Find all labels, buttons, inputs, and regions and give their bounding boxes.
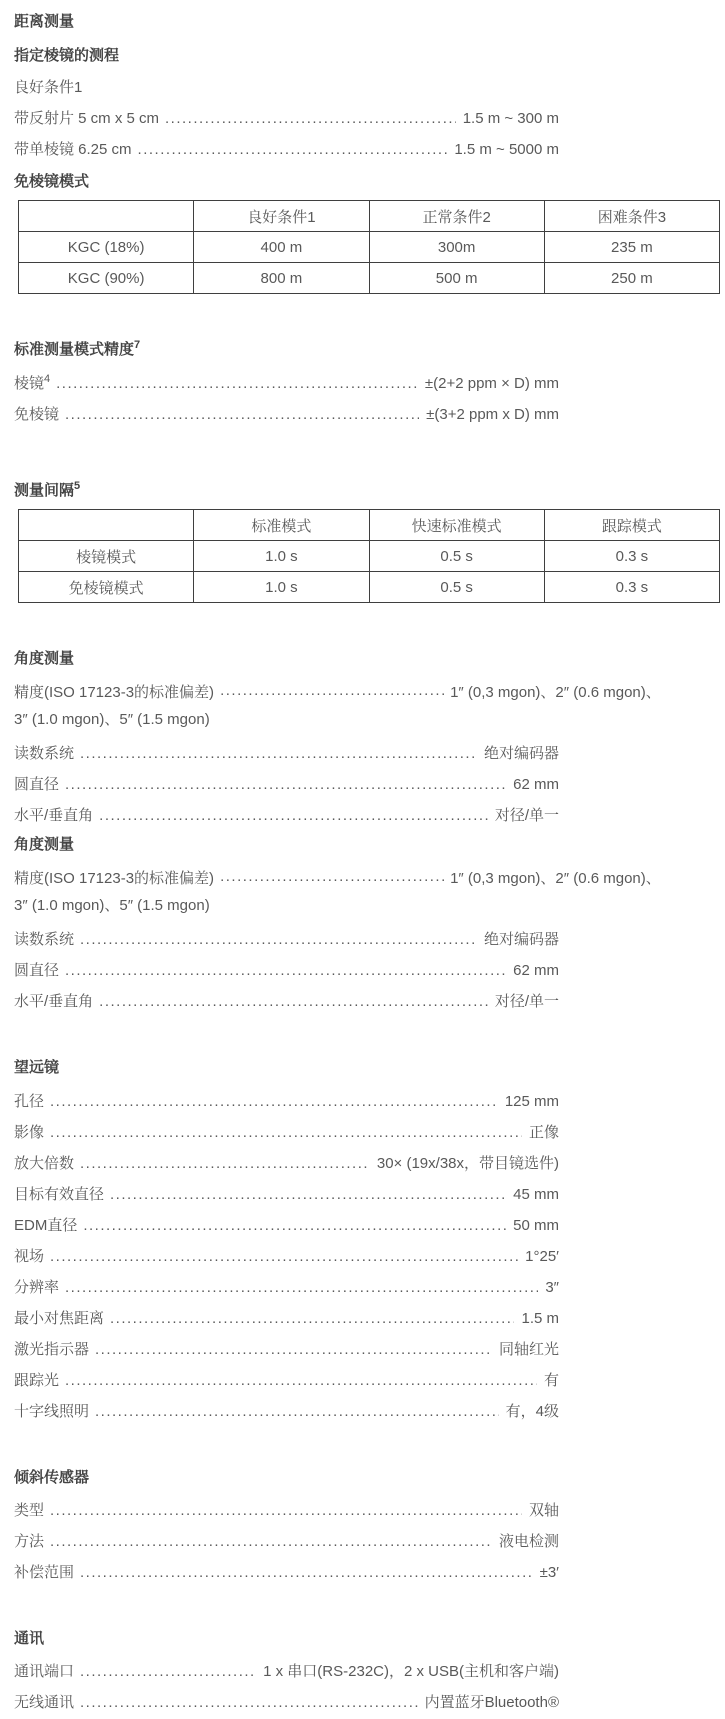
spec-label: 补偿范围: [14, 1564, 75, 1581]
section-title-accuracy: [14, 340, 711, 360]
table-cell: 400 m: [194, 232, 369, 263]
spec-value: 62 mm: [513, 776, 559, 793]
dot-leader: [80, 1693, 418, 1713]
condition-note: [14, 78, 559, 98]
dot-leader: [165, 109, 456, 129]
spec-row: [14, 961, 559, 981]
spec-label-text: 棱镜: [14, 375, 45, 392]
spec-label: 十字线照明: [14, 1403, 90, 1420]
spec-value: 对径/单一: [494, 993, 559, 1010]
spec-value: 45 mm: [513, 1186, 559, 1203]
spec-row: [14, 1154, 559, 1174]
spec-label: 影像: [14, 1124, 45, 1141]
dot-leader: [95, 1402, 499, 1422]
label-superscript: 4: [44, 373, 51, 385]
table-cell: 0.3 s: [544, 572, 719, 603]
spec-label: 带反射片 5 cm x 5 cm: [14, 110, 160, 127]
table-cell: 250 m: [544, 263, 719, 294]
table-header-row: [19, 201, 720, 232]
table-row: [19, 572, 720, 603]
table-row: [19, 232, 720, 263]
spec-row: [14, 1247, 559, 1267]
reflectorless-range-table: [18, 200, 720, 294]
spec-label: 通讯端口: [14, 1663, 75, 1680]
spec-label: 水平/垂直角: [14, 807, 94, 824]
section-title-text: 测量间隔: [14, 482, 75, 499]
spec-row: [14, 1278, 559, 1298]
spec-label: 精度(ISO 17123-3的标准偏差): [14, 684, 215, 701]
spec-value: 1 x 串口(RS-232C)，2 x USB(主机和客户端): [263, 1663, 559, 1680]
table-cell: 800 m: [194, 263, 369, 294]
table-header-cell: 快速标准模式: [369, 510, 544, 541]
dot-leader: [80, 1563, 533, 1583]
dot-leader: [50, 1532, 492, 1552]
dot-leader: [80, 1154, 370, 1174]
spec-row: [14, 405, 559, 425]
spec-value: 绝对编码器: [483, 931, 559, 948]
condition-note-text: 良好条件1: [14, 79, 83, 96]
dot-leader: [83, 1216, 506, 1236]
spec-value: ±(2+2 ppm × D) mm: [424, 375, 559, 392]
table-header-cell: 跟踪模式: [544, 510, 719, 541]
spec-value-line1: 1″ (0,3 mgon)、2″ (0.6 mgon)、: [450, 870, 661, 887]
spec-row: [14, 1185, 559, 1205]
spec-row: [14, 1092, 559, 1112]
row-name-cell: 棱镜模式: [19, 541, 194, 572]
spec-row: [14, 1662, 559, 1682]
section-title-prism-range: 指定棱镜的测程: [14, 47, 120, 64]
spec-value: 3″: [545, 1279, 559, 1296]
spec-label: 最小对焦距离: [14, 1310, 105, 1327]
spec-row: [14, 1532, 559, 1552]
dot-leader: [110, 1185, 506, 1205]
table-header-cell: 困难条件3: [544, 201, 719, 232]
spec-label: 跟踪光: [14, 1372, 60, 1389]
spec-value: 绝对编码器: [483, 745, 559, 762]
spec-row: [14, 1340, 559, 1360]
spec-label: EDM直径: [14, 1217, 78, 1234]
spec-value: 1.5 m ~ 300 m: [462, 110, 559, 127]
table-header-cell: 标准模式: [194, 510, 369, 541]
precision-spec-row: [14, 863, 711, 919]
spec-value: 有: [543, 1372, 559, 1389]
section-title-distance: 距离测量: [14, 13, 75, 30]
table-cell: 0.5 s: [369, 572, 544, 603]
spec-label: 孔径: [14, 1093, 45, 1110]
spec-label: 免棱镜: [14, 406, 60, 423]
spec-value: 1.5 m: [521, 1310, 559, 1327]
spec-label: 视场: [14, 1248, 45, 1265]
table-header-row: [19, 510, 720, 541]
dot-leader: [50, 1123, 522, 1143]
table-header-cell: [19, 201, 194, 232]
spec-value: 50 mm: [513, 1217, 559, 1234]
spec-row: [14, 1216, 559, 1236]
dot-leader: [65, 1371, 537, 1391]
spec-row: [14, 1501, 559, 1521]
spec-label: 读数系统: [14, 931, 75, 948]
spec-label: 带单棱镜 6.25 cm: [14, 141, 132, 158]
dot-leader: [220, 863, 444, 883]
row-name-cell: KGC (90%): [19, 263, 194, 294]
spec-row: [14, 374, 559, 394]
table-cell: 1.0 s: [194, 541, 369, 572]
spec-row: [14, 1371, 559, 1391]
title-superscript: 7: [134, 339, 141, 351]
dot-leader: [99, 992, 488, 1012]
spec-value-line2: 3″ (1.0 mgon)、5″ (1.5 mgon): [14, 711, 210, 728]
spec-row: [14, 1693, 559, 1713]
spec-value: 液电检测: [498, 1533, 559, 1550]
spec-row: [14, 1309, 559, 1329]
table-cell: 0.3 s: [544, 541, 719, 572]
spec-value: 1.5 m ~ 5000 m: [454, 141, 559, 158]
dot-leader: [65, 1278, 538, 1298]
spec-label: [14, 374, 50, 394]
spec-value: 正像: [528, 1124, 559, 1141]
spec-value: ±(3+2 ppm x D) mm: [426, 406, 559, 423]
dot-leader: [220, 677, 444, 697]
spec-row: [14, 930, 559, 950]
dot-leader: [50, 1092, 498, 1112]
section-title-interval: [14, 481, 711, 501]
spec-value: 62 mm: [513, 962, 559, 979]
spec-value: 有，4级: [505, 1403, 559, 1420]
spec-row: [14, 109, 559, 129]
table-cell: 500 m: [369, 263, 544, 294]
section-title-tilt-sensor: 倾斜传感器: [14, 1469, 90, 1486]
section-title-angle: 角度测量: [14, 650, 75, 667]
table-header-cell: [19, 510, 194, 541]
dot-leader: [80, 744, 477, 764]
spec-row: [14, 140, 559, 160]
spec-label: 圆直径: [14, 962, 60, 979]
spec-label: 精度(ISO 17123-3的标准偏差): [14, 870, 215, 887]
spec-row: [14, 1123, 559, 1143]
spec-value: ±3′: [539, 1564, 559, 1581]
spec-label: 类型: [14, 1502, 45, 1519]
dot-leader: [50, 1501, 522, 1521]
table-cell: 1.0 s: [194, 572, 369, 603]
table-cell: 0.5 s: [369, 541, 544, 572]
dot-leader: [99, 806, 488, 826]
dot-leader: [110, 1309, 514, 1329]
dot-leader: [95, 1340, 492, 1360]
dot-leader: [80, 1662, 256, 1682]
spec-label: 水平/垂直角: [14, 993, 94, 1010]
dot-leader: [65, 961, 506, 981]
spec-value: 对径/单一: [494, 807, 559, 824]
spec-row: [14, 744, 559, 764]
dot-leader: [50, 1247, 518, 1267]
section-title-angle: 角度测量: [14, 836, 75, 853]
dot-leader: [65, 775, 506, 795]
spec-label: 放大倍数: [14, 1155, 75, 1172]
spec-value: 1°25′: [525, 1248, 559, 1265]
table-header-cell: 良好条件1: [194, 201, 369, 232]
section-title-communication: 通讯: [14, 1630, 45, 1647]
table-header-cell: 正常条件2: [369, 201, 544, 232]
row-name-cell: KGC (18%): [19, 232, 194, 263]
dot-leader: [138, 140, 448, 160]
precision-spec-row: [14, 677, 711, 733]
spec-value: 30× (19x/38x，带目镜选件): [376, 1155, 559, 1172]
table-cell: 300m: [369, 232, 544, 263]
spec-label: 分辨率: [14, 1279, 60, 1296]
spec-row: [14, 1402, 559, 1422]
table-row: [19, 541, 720, 572]
dot-leader: [80, 930, 477, 950]
spec-label: 圆直径: [14, 776, 60, 793]
spec-value: 同轴红光: [498, 1341, 559, 1358]
section-title-reflectorless: 免棱镜模式: [14, 173, 90, 190]
spec-row: [14, 775, 559, 795]
table-cell: 235 m: [544, 232, 719, 263]
spec-row: [14, 1563, 559, 1583]
dot-leader: [56, 374, 418, 394]
spec-label: 目标有效直径: [14, 1186, 105, 1203]
spec-label: 无线通讯: [14, 1694, 75, 1711]
section-title-telescope: 望远镜: [14, 1059, 60, 1076]
spec-value: 内置蓝牙Bluetooth®: [424, 1694, 559, 1711]
interval-table: [18, 509, 720, 603]
spec-label: 激光指示器: [14, 1341, 90, 1358]
spec-label: 读数系统: [14, 745, 75, 762]
spec-value: 双轴: [528, 1502, 559, 1519]
table-row: [19, 263, 720, 294]
spec-label: 方法: [14, 1533, 45, 1550]
spec-value-line1: 1″ (0,3 mgon)、2″ (0.6 mgon)、: [450, 684, 661, 701]
spec-row: [14, 992, 559, 1012]
spec-value: 125 mm: [504, 1093, 559, 1110]
spec-row: [14, 806, 559, 826]
spec-value-line2: 3″ (1.0 mgon)、5″ (1.5 mgon): [14, 897, 210, 914]
title-superscript: 5: [74, 480, 81, 492]
row-name-cell: 免棱镜模式: [19, 572, 194, 603]
dot-leader: [65, 405, 419, 425]
section-title-text: 标准测量模式精度: [14, 341, 135, 358]
